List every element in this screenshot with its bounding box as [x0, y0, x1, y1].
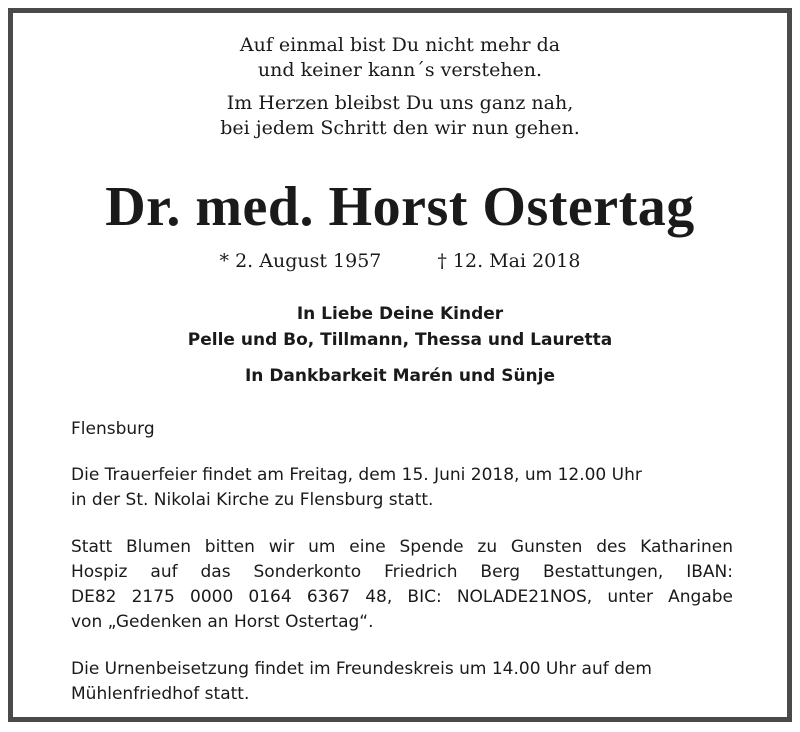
life-dates	[13, 249, 787, 273]
poem-line: und keiner kann´s verstehen.	[257, 59, 543, 81]
poem-line: bei jedem Schritt den wir nun gehen.	[220, 117, 580, 139]
ceremony-line: Die Trauerfeier findet am Freitag, dem 15. Juni 2018, um 12.00 Uhr	[71, 465, 642, 485]
poem-line: Auf einmal bist Du nicht mehr da	[239, 34, 561, 56]
poem-line: Im Herzen bleibst Du uns ganz nah,	[226, 92, 574, 114]
gratitude-block	[13, 363, 787, 389]
poem-stanza-1	[13, 33, 787, 83]
gratitude-line: In Dankbarkeit Marén und Sünje	[244, 366, 556, 386]
children-block	[13, 301, 787, 353]
city-paragraph	[71, 417, 733, 442]
donation-paragraph	[71, 535, 733, 635]
ceremony-line: in der St. Nikolai Kirche zu Flensburg statt.	[71, 490, 434, 510]
burial-line: Die Urnenbeisetzung findet im Freundeskreis um 14.00 Uhr auf dem	[71, 659, 652, 679]
death-date: † 12. Mai 2018	[437, 250, 581, 272]
children-names: Pelle und Bo, Tillmann, Thessa und Lauretta	[187, 330, 613, 350]
birth-date: * 2. August 1957	[219, 250, 382, 272]
poem-stanza-2	[13, 91, 787, 141]
ceremony-paragraph	[71, 463, 733, 513]
burial-paragraph	[71, 657, 733, 707]
donation-line: von „Gedenken an Horst Ostertag“.	[71, 612, 374, 632]
burial-line: Mühlenfriedhof statt.	[71, 684, 250, 704]
city: Flensburg	[71, 419, 155, 439]
obituary-notice	[8, 8, 792, 722]
donation-line: Hospiz auf das Sonderkonto Friedrich Berg Bestattungen, IBAN:	[71, 562, 733, 582]
donation-line: DE82 2175 0000 0164 6367 48, BIC: NOLADE21NOS, unter Angabe	[71, 587, 733, 607]
deceased-name: Dr. med. Horst Ostertag	[105, 176, 695, 238]
children-intro: In Liebe Deine Kinder	[296, 304, 504, 324]
donation-line: Statt Blumen bitten wir um eine Spende zu Gunsten des Katharinen	[71, 537, 733, 557]
